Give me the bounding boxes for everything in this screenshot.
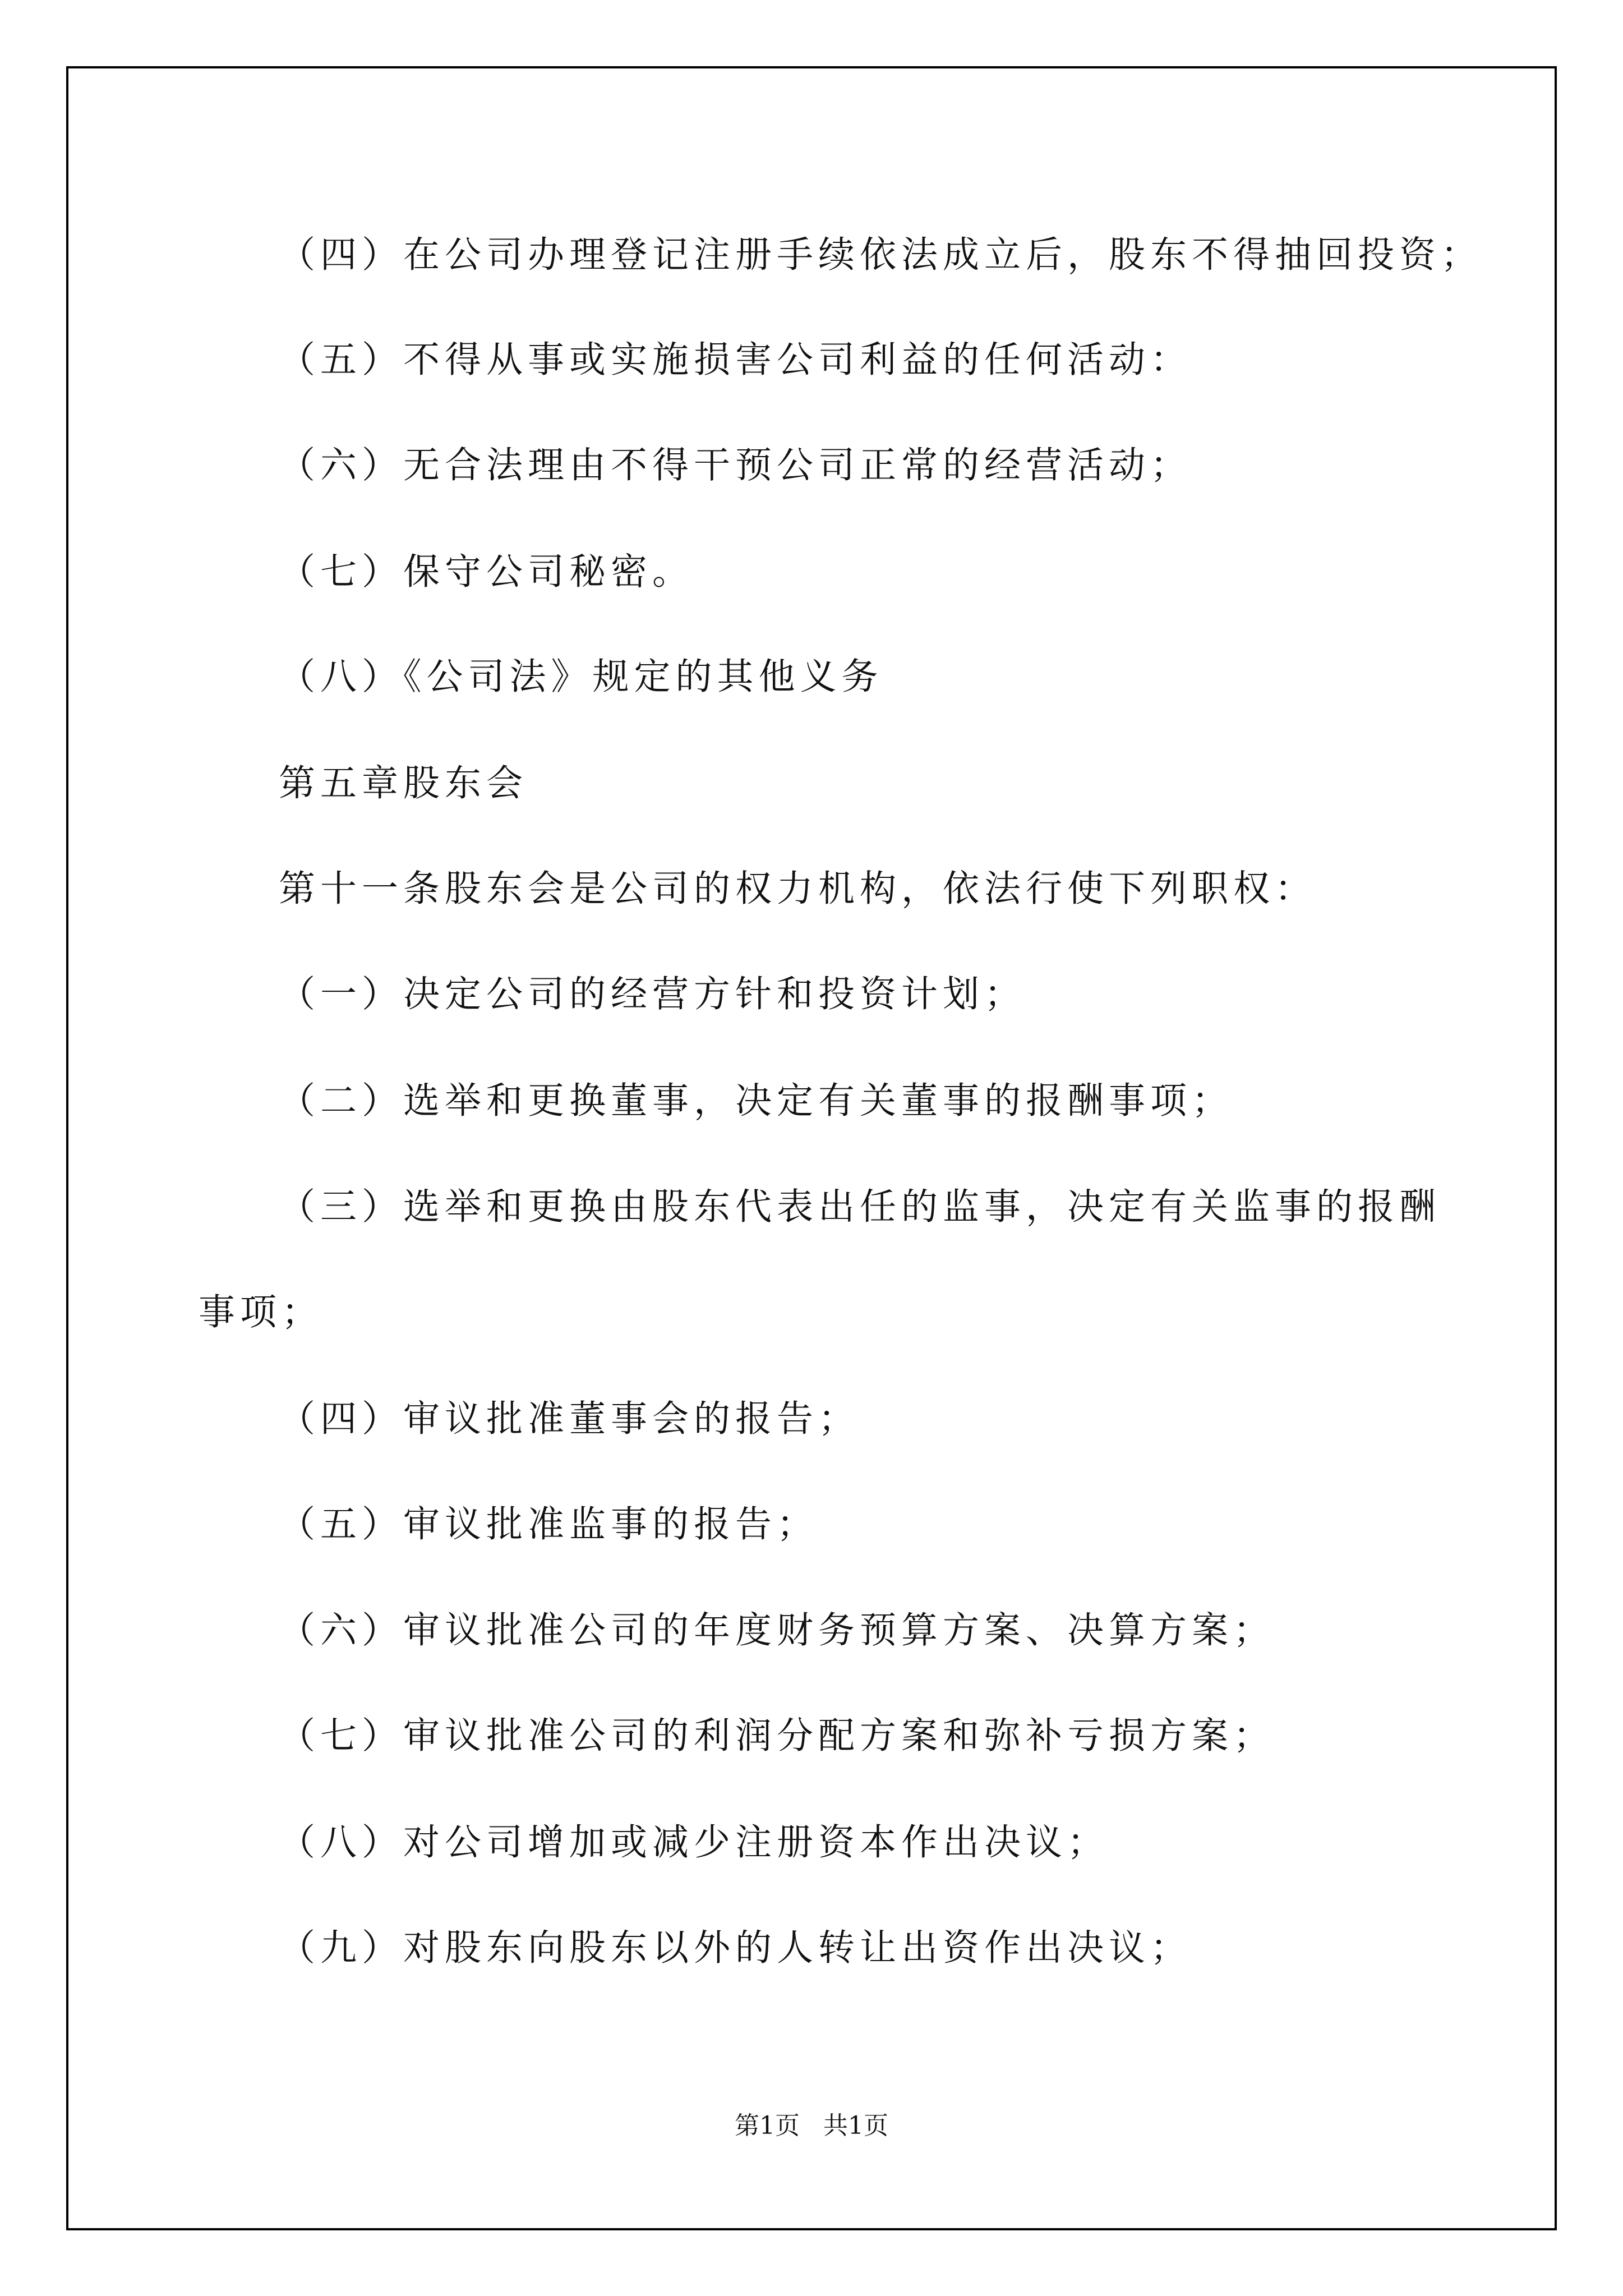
page-footer <box>0 2109 1623 2143</box>
article-heading: 第十一条股东会是公司的权力机构，依法行使下列职权： <box>279 868 1317 910</box>
text-line: （七）保守公司秘密。 <box>279 551 694 593</box>
page-number: 第1页 <box>735 2111 800 2140</box>
chapter-heading: 第五章股东会 <box>279 762 528 804</box>
text-line-continuation: 事项； <box>199 1291 324 1333</box>
text-line: （八）《公司法》规定的其他义务 <box>279 656 883 698</box>
text-line: （四）审议批准董事会的报告； <box>279 1398 860 1440</box>
text-line: （一）决定公司的经营方针和投资计划； <box>279 973 1026 1015</box>
text-line: （七）审议批准公司的利润分配方案和弥补亏损方案； <box>279 1715 1275 1757</box>
text-line: （六）无合法理由不得干预公司正常的经营活动； <box>279 444 1192 486</box>
page-total: 共1页 <box>823 2111 888 2140</box>
text-line: （二）选举和更换董事，决定有关董事的报酬事项； <box>279 1080 1234 1122</box>
text-line: （三）选举和更换由股东代表出任的监事，决定有关监事的报酬 <box>279 1186 1441 1228</box>
text-line: （五）审议批准监事的报告； <box>279 1503 819 1545</box>
text-line: （五）不得从事或实施损害公司利益的任何活动： <box>279 339 1192 381</box>
page-border <box>66 66 1557 2230</box>
text-line: （六）审议批准公司的年度财务预算方案、决算方案； <box>279 1609 1275 1651</box>
text-line: （八）对公司增加或减少注册资本作出决议； <box>279 1821 1109 1864</box>
text-line: （九）对股东向股东以外的人转让出资作出决议； <box>279 1927 1192 1969</box>
text-line: （四）在公司办理登记注册手续依法成立后，股东不得抽回投资； <box>279 234 1483 276</box>
